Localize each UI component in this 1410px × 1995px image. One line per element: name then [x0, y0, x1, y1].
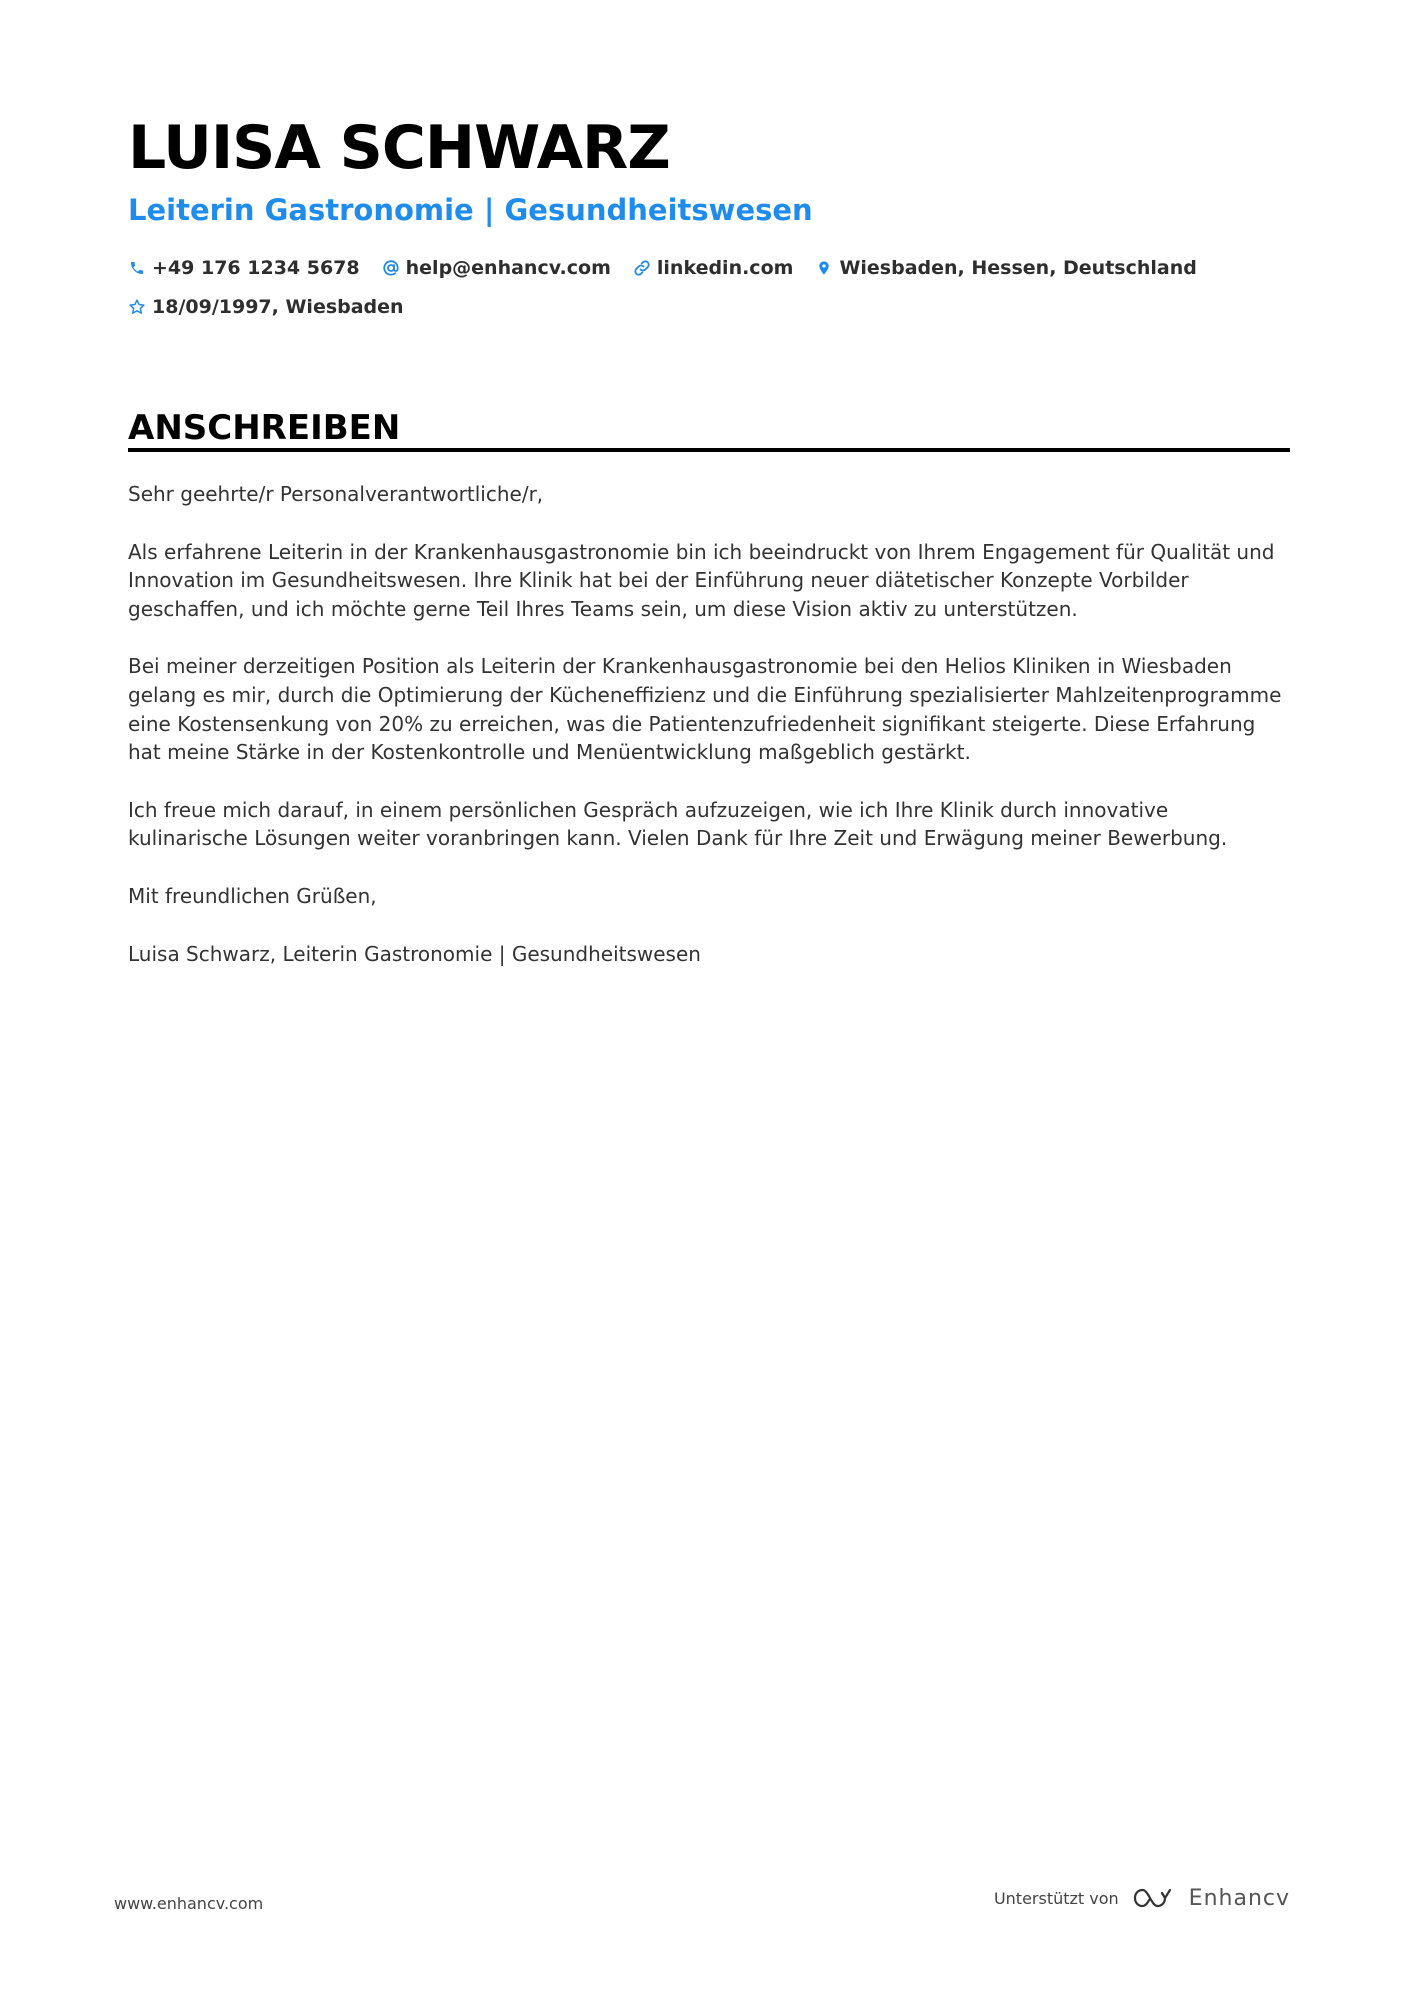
section-title: ANSCHREIBEN	[128, 408, 401, 448]
enhancv-logo-text: Enhancv	[1188, 1885, 1290, 1911]
paragraph: Ich freue mich darauf, in einem persönlichen Gespräch aufzuzeigen, wie ich Ihre Klinik durch innovative kulinarische Lösungen weiter voranbringen kann. Vielen Dank für Ihre Zeit und Erwägung meiner Bewerbung.	[128, 797, 1228, 851]
contact-location	[815, 257, 1196, 279]
birth-date-place: 18/09/1997, Wiesbaden	[152, 296, 404, 318]
salutation: Sehr geehrte/r Personalverantwortliche/r,	[128, 482, 544, 506]
location-pin-icon	[815, 259, 833, 277]
star-icon	[128, 298, 146, 316]
contact-phone	[128, 257, 360, 279]
enhancv-logo-icon	[1131, 1884, 1177, 1912]
contact-row-1	[128, 254, 1298, 282]
contact-linkedin	[633, 257, 794, 279]
location: Wiesbaden, Hessen, Deutschland	[839, 257, 1197, 279]
footer-website: www.enhancv.com	[114, 1894, 264, 1913]
at-icon	[382, 259, 400, 277]
email-address: help@enhancv.com	[405, 257, 611, 279]
link-icon	[633, 259, 651, 277]
phone-icon	[128, 259, 146, 277]
powered-by-label: Unterstützt von	[993, 1888, 1119, 1908]
contact-row-2	[128, 293, 1298, 321]
linkedin-link: linkedin.com	[656, 257, 794, 279]
contact-info	[128, 254, 1298, 332]
contact-email	[382, 257, 611, 279]
letter-body	[128, 480, 1293, 997]
paragraph: Bei meiner derzeitigen Position als Leiterin der Krankenhausgastronomie bei den Helios Kliniken in Wiesbaden gelang es mir, durch die Optimierung der Kücheneffizienz und die Einführung spezialisierter Mahlzeitenprogramme eine Kostensenkung von 20% zu erreichen, was die Patientenzufriedenheit signifikant steigerte. Diese Erfahrung hat meine Stärke in der Kostenkontrolle und Menüentwicklung maßgeblich gestärkt.	[128, 654, 1282, 765]
applicant-name: LUISA SCHWARZ	[128, 113, 670, 183]
job-title: Leiterin Gastronomie | Gesundheitswesen	[128, 193, 813, 227]
phone-number: +49 176 1234 5678	[152, 257, 360, 279]
closing: Mit freundlichen Grüßen,	[128, 883, 377, 908]
contact-birth	[128, 296, 404, 318]
section-divider	[128, 448, 1290, 452]
paragraph: Als erfahrene Leiterin in der Krankenhausgastronomie bin ich beeindruckt von Ihrem Engagement für Qualität und Innovation im Gesundheitswesen. Ihre Klinik hat bei der Einführung neuer diätetischer Konzepte Vorbilder geschaffen, und ich möchte gerne Teil Ihres Teams sein, um diese Vision aktiv zu unterstützen.	[128, 539, 1275, 621]
signature: Luisa Schwarz, Leiterin Gastronomie | Gesundheitswesen	[128, 941, 701, 966]
footer-branding	[994, 1884, 1290, 1912]
